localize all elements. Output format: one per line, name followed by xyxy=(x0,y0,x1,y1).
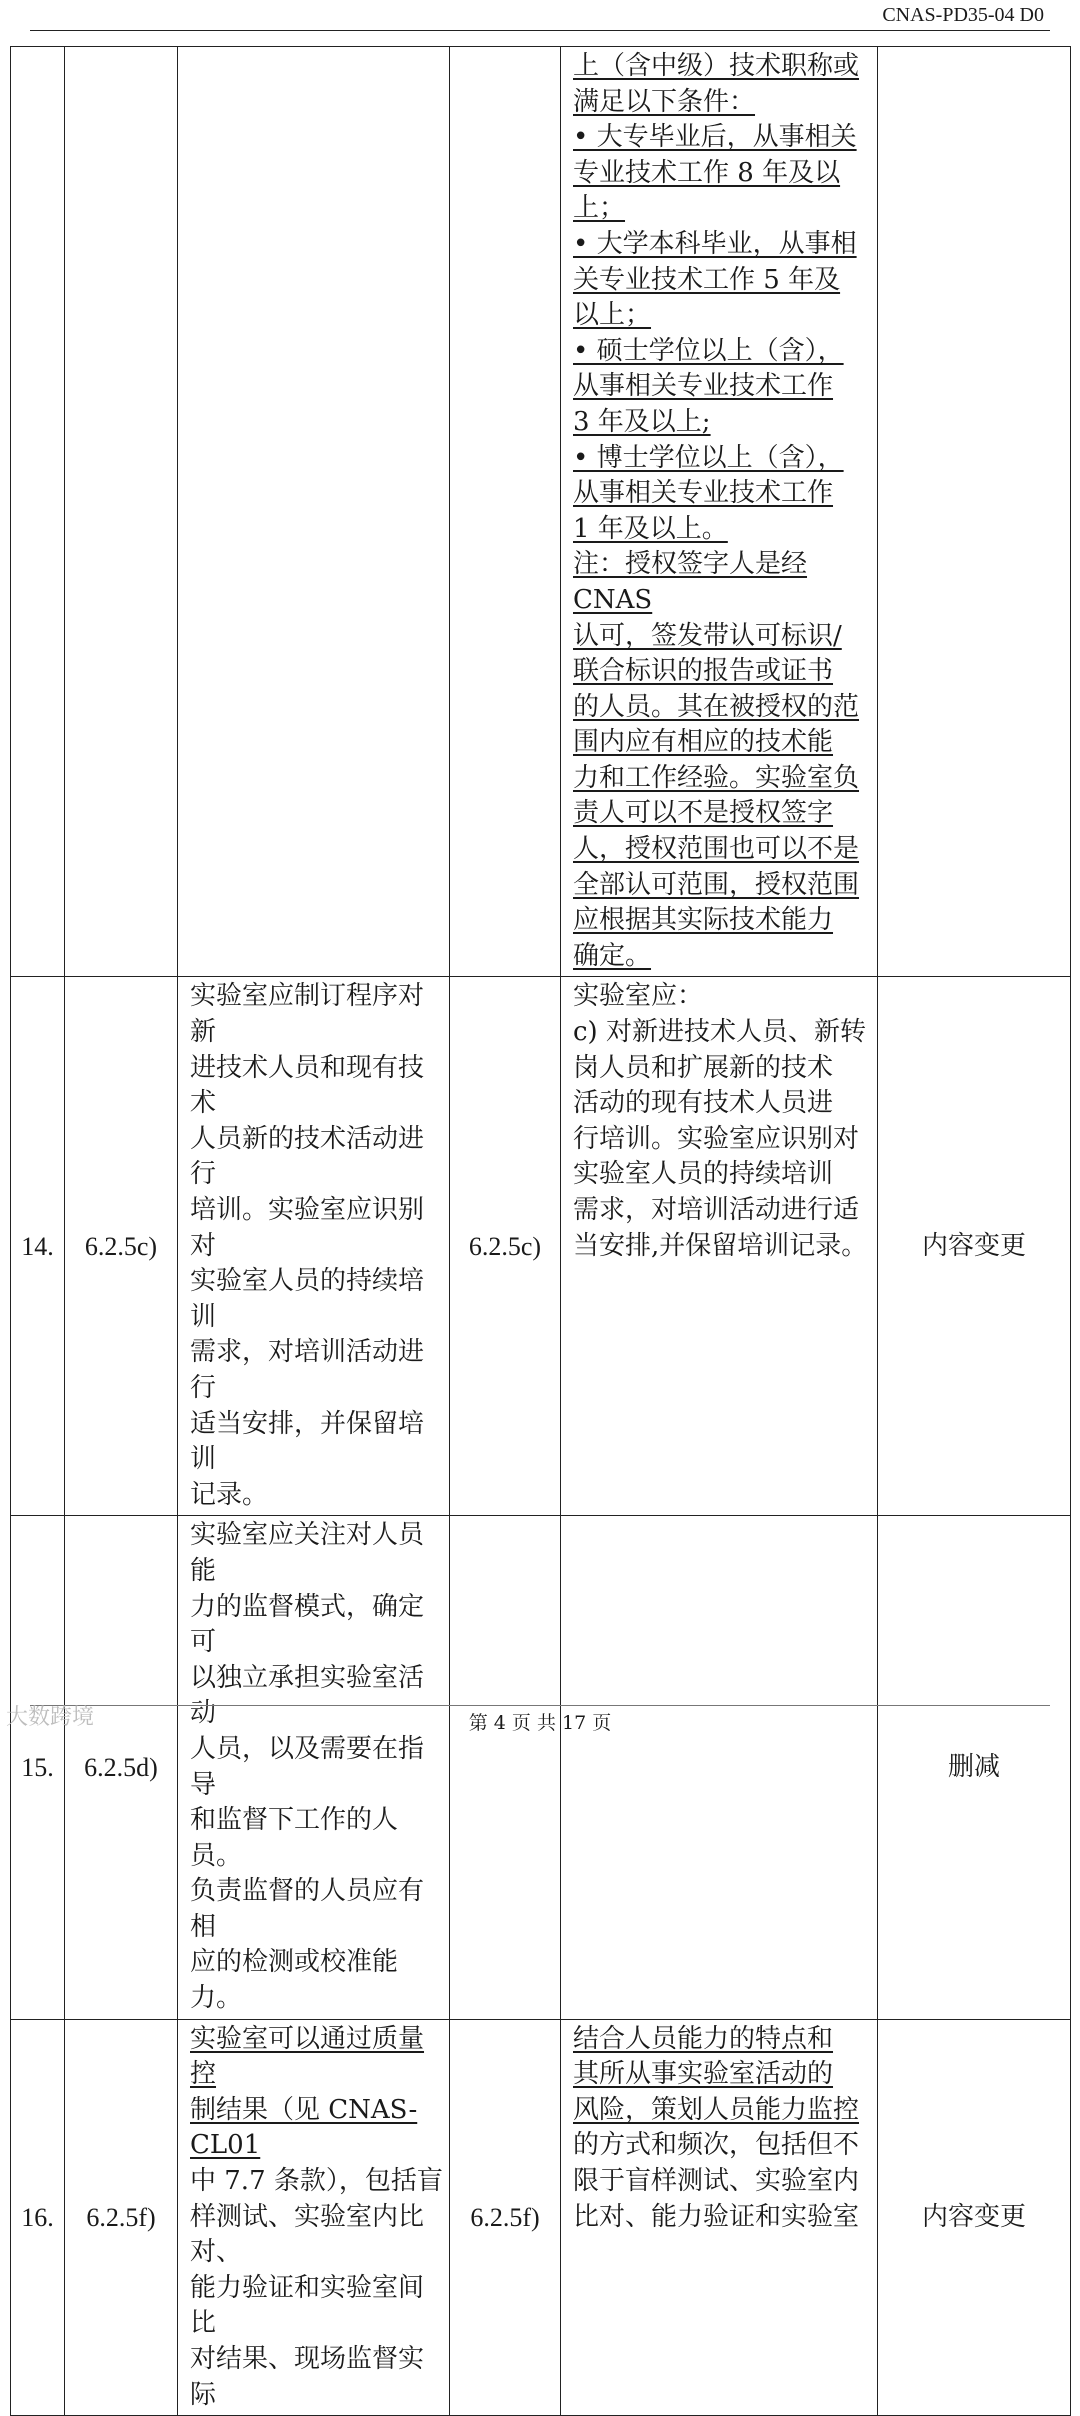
text-line: 岗人员和扩展新的技术 xyxy=(573,1052,834,1083)
text-line: 上； xyxy=(573,193,626,224)
text-line: 中 7.7 条款），包括盲 xyxy=(190,2166,443,2197)
old-clause: 6.2.5c) xyxy=(65,977,178,1516)
text-line: 3 年及以上; xyxy=(573,406,711,437)
text-line: 需求，对培训活动进行 xyxy=(190,1337,425,1403)
table-row xyxy=(11,2019,1071,2416)
new-text xyxy=(561,47,878,977)
text-line: 的人员。其在被授权的范 xyxy=(573,691,860,722)
text-line: 风险，策划人员能力监控 xyxy=(573,2094,860,2125)
text-line: 围内应有相应的技术能 xyxy=(573,727,834,758)
text-line: 应的检测或校准能力。 xyxy=(190,1947,399,2014)
text-line: • 硕士学位以上（含）， xyxy=(573,335,844,366)
text-line: 从事相关专业技术工作 xyxy=(573,478,834,509)
row-number: 15. xyxy=(11,1516,65,2019)
table-row xyxy=(11,977,1071,1516)
text-line: 责人可以不是授权签字 xyxy=(573,798,834,829)
text-line: 注：授权签字人是经 CNAS xyxy=(573,549,808,615)
text-line: 当安排,并保留培训记录。 xyxy=(573,1230,868,1261)
text-line: 样测试、实验室内比对、 xyxy=(190,2201,425,2268)
text-line: 确定。 xyxy=(573,940,652,971)
text-line: • 大学本科毕业，从事相 xyxy=(573,228,857,259)
comparison-table xyxy=(10,46,1071,2416)
new-clause xyxy=(450,47,561,977)
row-number: 16. xyxy=(11,2019,65,2416)
new-clause: 6.2.5f) xyxy=(450,2019,561,2416)
text-line: 全部认可范围，授权范围 xyxy=(573,869,860,900)
page-number: 第 4 页 共 17 页 xyxy=(468,1712,612,1734)
new-clause xyxy=(450,1516,561,2019)
text-line: • 大专毕业后，从事相关 xyxy=(573,122,857,153)
text-line: 和监督下工作的人员。 xyxy=(190,1805,399,1871)
text-line: 适当安排，并保留培训 xyxy=(190,1408,425,1475)
text-line: 行培训。实验室应识别对 xyxy=(573,1123,860,1154)
text-line: 力和工作经验。实验室负 xyxy=(573,762,860,793)
text-line: 限于盲样测试、实验室内 xyxy=(573,2166,860,2197)
text-line: • 博士学位以上（含）， xyxy=(573,442,844,473)
text-line: 专业技术工作 8 年及以 xyxy=(573,157,841,188)
text-line: 实验室可以通过质量控 xyxy=(190,2023,425,2090)
text-line: 能力验证和实验室间比 xyxy=(190,2272,425,2339)
text-line: 其所从事实验室活动的 xyxy=(573,2059,834,2090)
text-line: 进技术人员和现有技术 xyxy=(190,1052,425,1119)
text-line: c) 对新进技术人员、新转 xyxy=(573,1017,866,1048)
text-line: 记录。 xyxy=(190,1479,269,1510)
change-type: 内容变更 xyxy=(878,2019,1071,2416)
text-line: 负责监督的人员应有相 xyxy=(190,1876,425,1942)
text-line: 联合标识的报告或证书 xyxy=(573,656,834,687)
text-line: 人员新的技术活动进行 xyxy=(190,1123,425,1190)
text-line: 制结果（见 CNAS-CL01 xyxy=(190,2094,418,2161)
old-text xyxy=(178,47,450,977)
text-line: 人员，以及需要在指导 xyxy=(190,1733,425,1800)
header-divider xyxy=(30,30,1050,31)
text-line: 满足以下条件： xyxy=(573,86,756,117)
text-line: 应根据其实际技术能力 xyxy=(573,905,834,936)
text-line: 上（含中级）技术职称或 xyxy=(573,51,860,81)
text-line: 认可，签发带认可标识/ xyxy=(573,620,842,651)
text-line: 实验室应制订程序对新 xyxy=(190,981,425,1048)
old-text xyxy=(178,977,450,1516)
text-line: 需求，对培训活动进行适 xyxy=(573,1195,860,1225)
old-text xyxy=(178,1516,450,2019)
old-clause: 6.2.5d) xyxy=(65,1516,178,2019)
text-line: 人，授权范围也可以不是 xyxy=(573,834,860,865)
text-line: 实验室人员的持续培训 xyxy=(190,1266,425,1332)
text-line: 1 年及以上。 xyxy=(573,513,728,544)
text-line: 实验室应关注对人员能 xyxy=(190,1520,425,1586)
new-text xyxy=(561,2019,878,2416)
text-line: 的方式和频次，包括但不 xyxy=(573,2130,860,2161)
text-line: 实验室应： xyxy=(573,981,704,1012)
text-line: 力的监督模式，确定可 xyxy=(190,1591,425,1658)
new-text xyxy=(561,1516,878,2019)
text-line: 以上； xyxy=(573,300,652,331)
text-line: 对结果、现场监督实际 xyxy=(190,2344,425,2410)
footer-divider xyxy=(30,1705,1050,1706)
new-clause: 6.2.5c) xyxy=(450,977,561,1516)
row-number xyxy=(11,47,65,977)
text-line: 关专业技术工作 5 年及 xyxy=(573,264,841,295)
watermark: 大数跨境 xyxy=(6,1705,95,1730)
change-type xyxy=(878,47,1071,977)
change-type: 删减 xyxy=(878,1516,1071,2019)
text-line: 活动的现有技术人员进 xyxy=(573,1088,834,1119)
table-row xyxy=(11,1516,1071,2019)
old-clause xyxy=(65,47,178,977)
old-text xyxy=(178,2019,450,2416)
text-line: 实验室人员的持续培训 xyxy=(573,1159,834,1190)
old-clause: 6.2.5f) xyxy=(65,2019,178,2416)
text-line: 比对、能力验证和实验室 xyxy=(573,2201,860,2232)
table-row xyxy=(11,47,1071,977)
text-line: 结合人员能力的特点和 xyxy=(573,2023,834,2054)
row-number: 14. xyxy=(11,977,65,1516)
text-line: 从事相关专业技术工作 xyxy=(573,371,834,402)
text-line: 以独立承担实验室活动 xyxy=(190,1662,425,1729)
change-type: 内容变更 xyxy=(878,977,1071,1516)
new-text xyxy=(561,977,878,1516)
document-id: CNAS-PD35-04 D0 xyxy=(882,4,1044,26)
text-line: 培训。实验室应识别对 xyxy=(190,1195,425,1261)
